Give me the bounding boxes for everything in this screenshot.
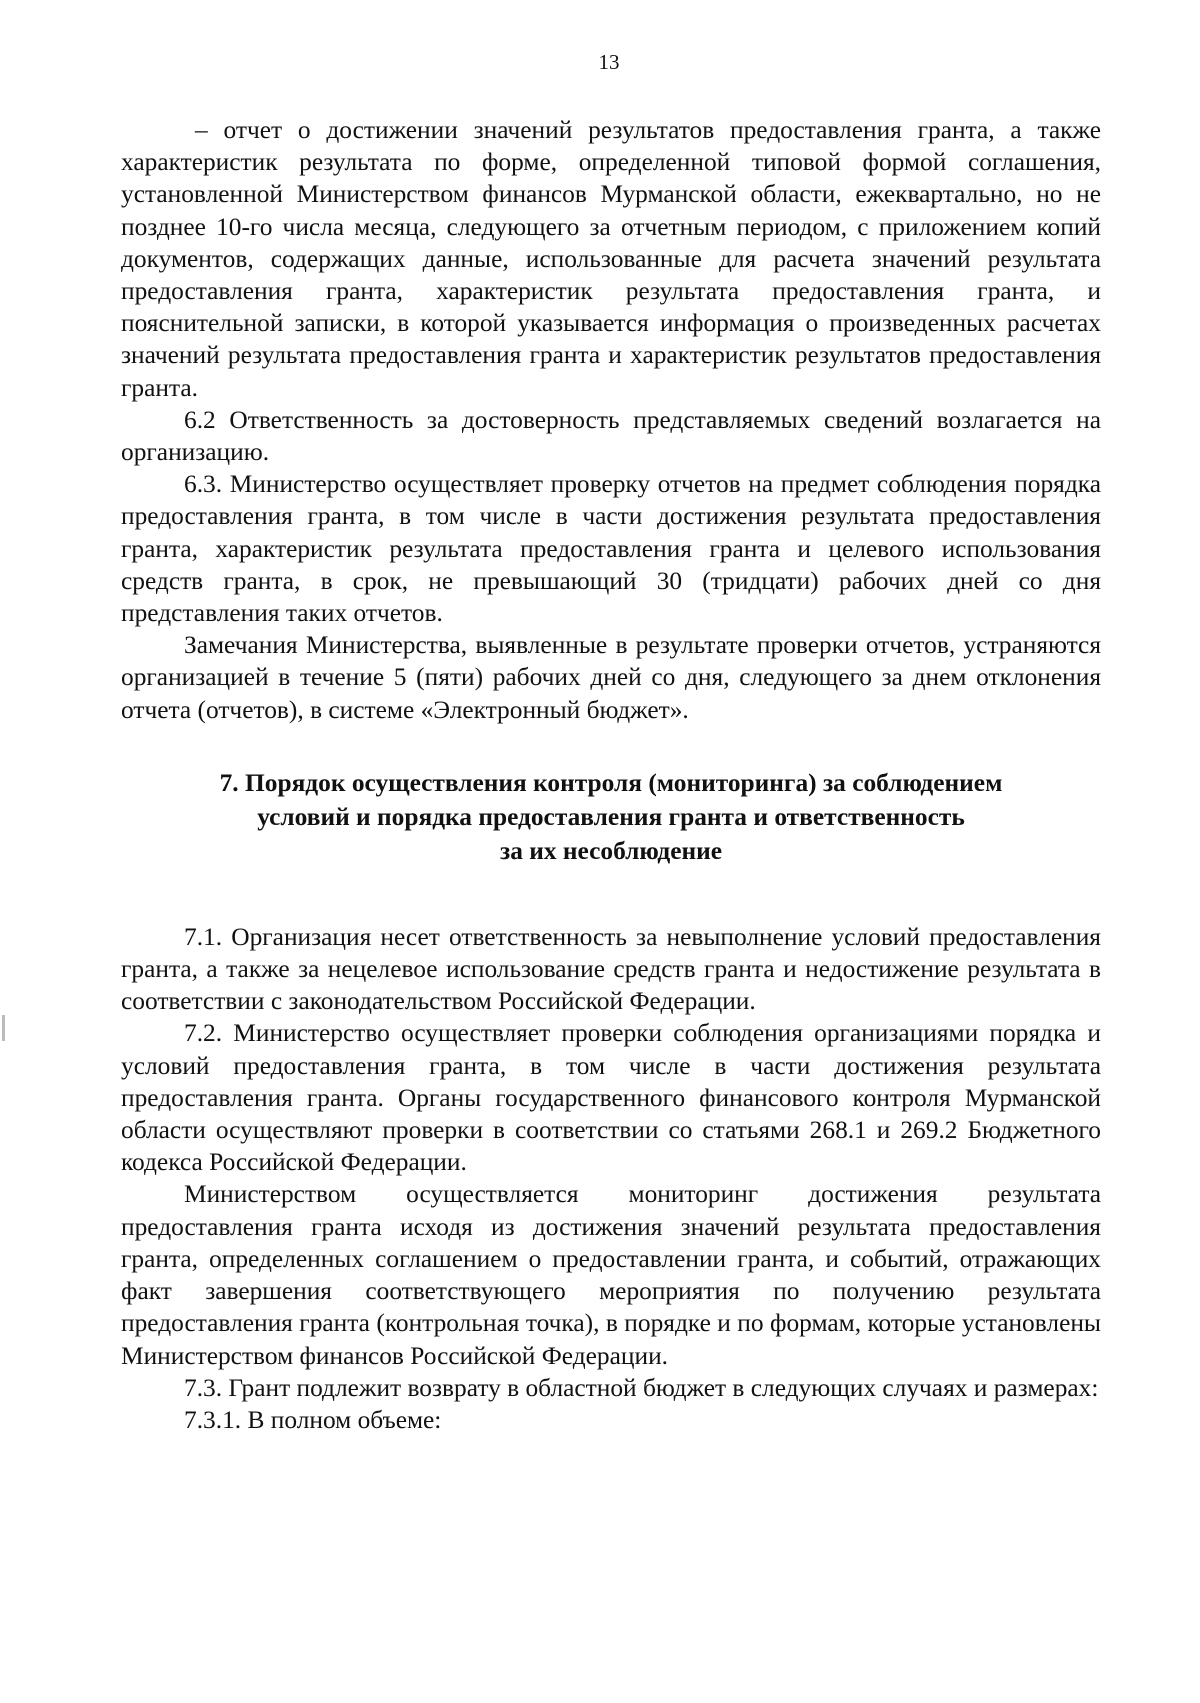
paragraph-remarks: Замечания Министерства, выявленные в результате проверки отчетов, устраняются организацией в течение 5 (пяти) рабочих дней со дня, следующего за днем отклонения отчета (отчетов), в системе «Электронный бюджет». [121,631,1101,724]
page-number: 13 [598,50,620,74]
paragraph-6-2: 6.2 Ответственность за достоверность представляемых сведений возлагается на организацию. [121,405,1101,467]
paragraph-7-1: 7.1. Организация несет ответственность за невыполнение условий предоставления гранта, а также за нецелевое использование средств гранта и недостижение результата в соответствии с законодательством Российской Федерации. [121,922,1101,1016]
section-7-heading-line-2: условий и порядка предоставления гранта и ответственность [257,802,965,831]
paragraph-monitoring: Министерством осуществляется мониторинг достижения результата предоставления гранта исходя из достижения значений результата предоставления гранта, определенных соглашением о предоставлении гранта, и событий, отражающих факт завершения соответствующего мероприятия по получению результата предоставления гранта (контрольная точка), в порядке и по формам, которые установлены Министерством финансов Российской Федерации. [121,1180,1101,1370]
section-7-heading [121,766,1101,868]
paragraph-7-3: 7.3. Грант подлежит возврату в областной бюджет в следующих случаях и размерах: [184,1373,1099,1402]
document-body [121,114,1101,1436]
scan-margin-mark [2,1015,5,1041]
paragraph-6-3: 6.3. Министерство осуществляет проверку отчетов на предмет соблюдения порядка предоставления гранта, в том числе в части достижения результата предоставления гранта, характеристик результата предоставления гранта и целевого использования средств гранта, в срок, не превышающий 30 (тридцати) рабочих дней со дня представления таких отчетов. [121,470,1101,628]
paragraph-7-3-1: 7.3.1. В полном объеме: [184,1405,442,1434]
section-7-heading-line-3: за их несоблюдение [500,836,722,865]
paragraph-report-item: – отчет о достижении значений результатов предоставления гранта, а также характеристик результата по форме, определенной типовой формой соглашения, установленной Министерством финансов Мурманской области, ежеквартально, но не позднее 10-го числа месяца, следующего за отчетным периодом, с приложением копий документов, содержащих данные, использованные для расчета значений результата предоставления гранта, характеристик результата предоставления гранта, и пояснительной записки, в которой указывается информация о произведенных расчетах значений результата предоставления гранта и характеристик результатов предоставления гранта. [121,116,1101,402]
paragraph-7-2: 7.2. Министерство осуществляет проверки соблюдения организациями порядка и условий предоставления гранта, в том числе в части достижения результата предоставления гранта. Органы государственного финансового контроля Мурманской области осуществляют проверки в соответствии со статьями 268.1 и 269.2 Бюджетного кодекса Российской Федерации. [121,1019,1101,1177]
section-7-heading-line-1: 7. Порядок осуществления контроля (мониторинга) за соблюдением [219,768,1003,797]
